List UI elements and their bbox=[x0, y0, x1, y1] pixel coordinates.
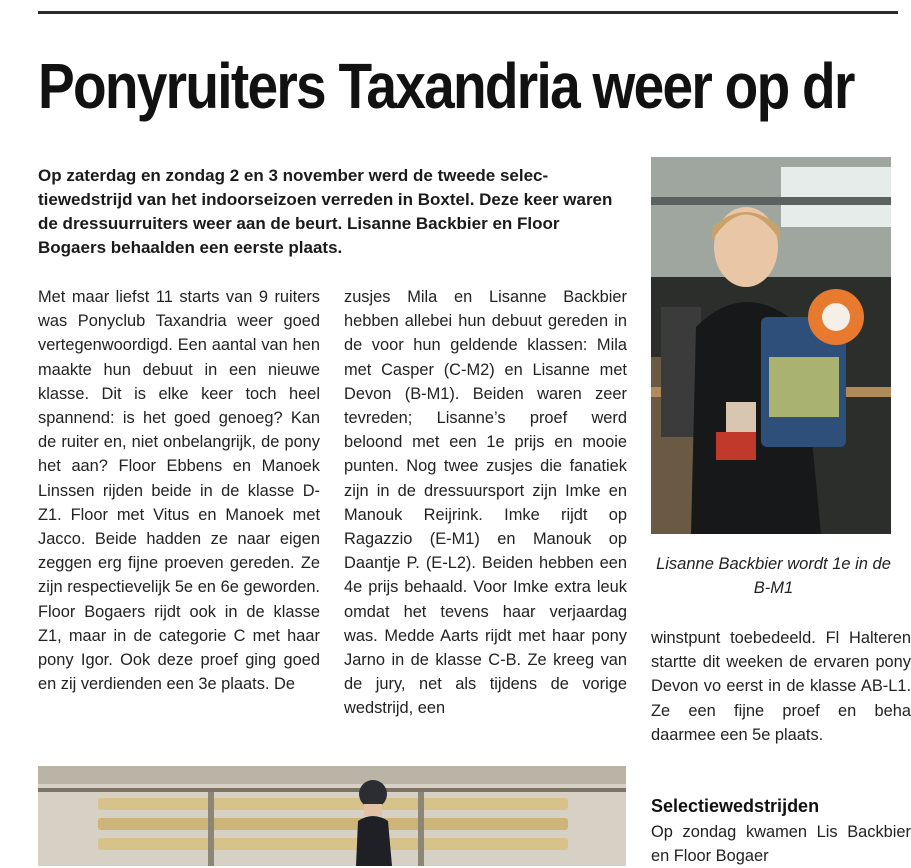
body-column-3: winstpunt toebedeeld. Fl Halteren startte dit weeken de ervaren pony Devon vo eerst in de klasse AB-L1. Ze een fijne proef en beha daarmee een 5e plaats. bbox=[651, 629, 911, 744]
photo-caption: Lisanne Backbier wordt 1e in de B-M1 bbox=[656, 555, 891, 597]
subheading: Selectiewedstrijden bbox=[651, 796, 820, 816]
body-column-2: zusjes Mila en Lisanne Backbier hebben allebei hun debuut gereden in de voor hun geldende klassen: Mila met Casper (C-M2) en Lisanne met Devon (B-M1). Beiden waren zeer tevreden; Lisanne’s proef werd beloond met een 1e prijs en mooie punten. Nog twee zusjes die fanatiek zijn in de dressuursport zijn Imke en Manouk Reijrink. Imke rijdt op Ragazzio (E-M1) en Manouk op Daantje P. (E-L2). Beiden hebben een 4e prijs behaald. Voor Imke extra leuk omdat het tevens haar verjaardag was. Medde Aarts rijdt met haar pony Jarno in de klasse C-B. Ze kreeg van de jury, net als tijdens de vorige wedstrijd, een bbox=[344, 288, 627, 718]
body-column-1: Met maar liefst 11 starts van 9 ruiters was Ponyclub Taxandria weer goed vertegenwoordigd. Een aantal van hen maakte hun debuut in een nieuwe klasse. Dit is elke keer toch heel spannend: is het goed genoeg? Kan de ruiter en, niet onbelangrijk, de pony het aan? Floor Ebbens en Manoek Linssen rijden beide in de klasse D-Z1. Floor met Vitus en Manoek met Jacco. Beide hadden ze naar eigen zeggen erg fijne proeven gereden. Ze zijn respectievelijk 5e en 6e geworden. Floor Bogaers rijdt ook in de klasse Z1, maar in de categorie C met haar pony Igor. Ook deze proef ging goed en zij verdienden een 3e plaats. De bbox=[38, 288, 320, 694]
photo-lisanne-backbier bbox=[651, 157, 891, 534]
body-column-3-continued: Op zondag kwamen Lis Backbier en Floor Bogaer bbox=[651, 823, 911, 866]
lead-paragraph: Op zaterdag en zondag 2 en 3 november werd de tweede selectiewedstrijd van het indoorseizoen verreden in Boxtel. Deze keer waren de dressuurruiters weer aan de beurt. Lisanne Backbier en Floor Bogaers behaalden een eerste plaats. bbox=[38, 166, 613, 257]
headline: Ponyruiters Taxandria weer op dr bbox=[38, 50, 854, 122]
top-rule bbox=[38, 11, 898, 14]
photo-dressage-rider bbox=[38, 766, 626, 866]
